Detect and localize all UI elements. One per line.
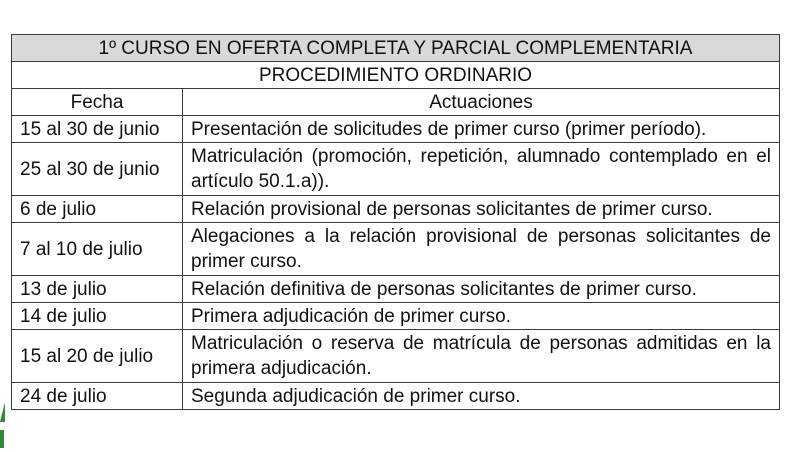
column-header-row: [12, 89, 780, 116]
row-date: 14 de julio: [12, 303, 183, 330]
table-title-row: [12, 35, 780, 62]
row-date: 24 de julio: [12, 383, 183, 410]
row-date: 7 al 10 de julio: [12, 223, 183, 276]
row-date: 15 al 30 de junio: [12, 116, 183, 143]
table-row: [12, 276, 780, 303]
row-action: Alegaciones a la relación provisional de personas solicitantes de primer curso.: [183, 223, 780, 276]
table-row: [12, 330, 780, 383]
row-date: 15 al 20 de julio: [12, 330, 183, 383]
calendar-table: [11, 34, 780, 410]
row-action: Segunda adjudicación de primer curso.: [183, 383, 780, 410]
column-header-actuaciones: Actuaciones: [183, 89, 780, 116]
row-date: 6 de julio: [12, 196, 183, 223]
table-subtitle-row: [12, 62, 780, 89]
row-date: 13 de julio: [12, 276, 183, 303]
row-action: Presentación de solicitudes de primer curso (primer período).: [183, 116, 780, 143]
table-row: [12, 383, 780, 410]
table-row: [12, 116, 780, 143]
row-action: Matriculación o reserva de matrícula de personas admitidas en la primera adjudicación.: [183, 330, 780, 383]
table-row: [12, 303, 780, 330]
table-title: 1º CURSO EN OFERTA COMPLETA Y PARCIAL COMPLEMENTARIA: [12, 35, 780, 62]
table-row: [12, 196, 780, 223]
row-action: Primera adjudicación de primer curso.: [183, 303, 780, 330]
row-action: Relación provisional de personas solicitantes de primer curso.: [183, 196, 780, 223]
table-subtitle: PROCEDIMIENTO ORDINARIO: [12, 62, 780, 89]
green-edge-mark-top: [0, 402, 5, 422]
row-action: Matriculación (promoción, repetición, alumnado contemplado en el artículo 50.1.a)).: [183, 143, 780, 196]
row-date: 25 al 30 de junio: [12, 143, 183, 196]
row-action: Relación definitiva de personas solicitantes de primer curso.: [183, 276, 780, 303]
column-header-fecha: Fecha: [12, 89, 183, 116]
green-edge-mark-bottom: [0, 430, 4, 448]
table-row: [12, 143, 780, 196]
table-row: [12, 223, 780, 276]
calendar-table-container: [11, 34, 779, 410]
